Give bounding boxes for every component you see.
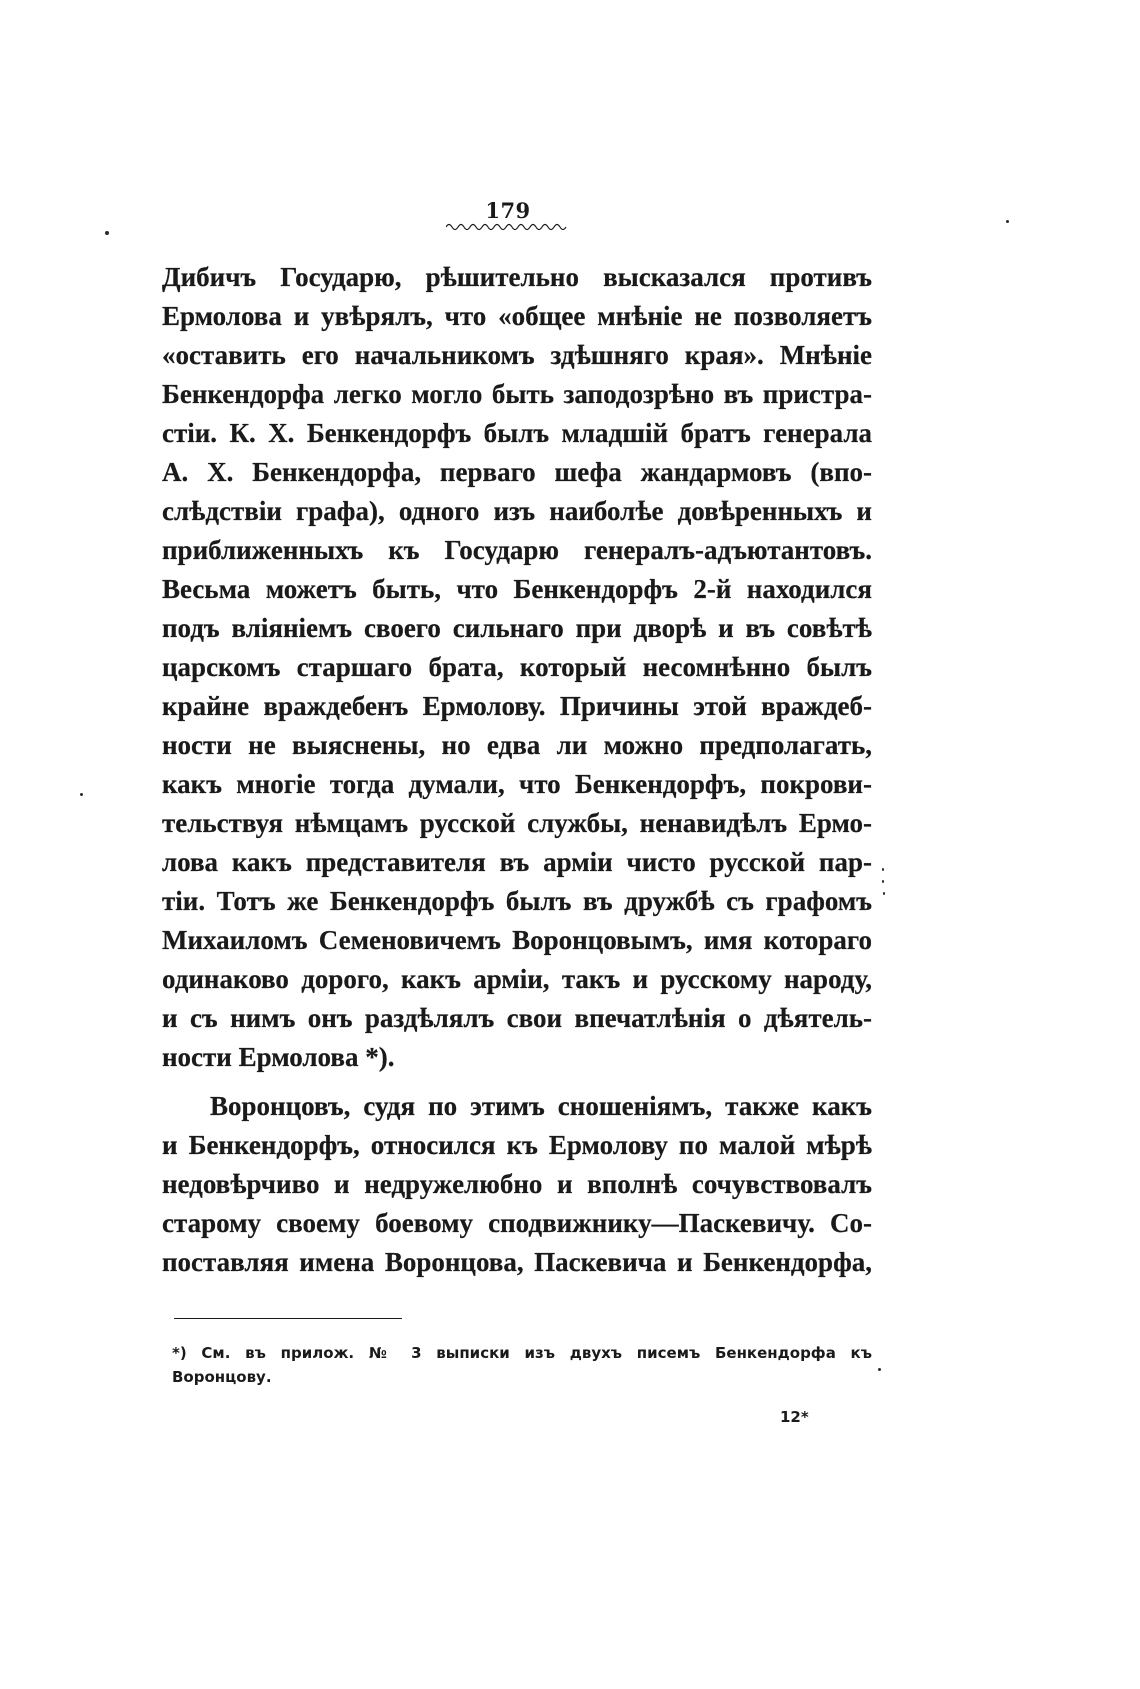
paragraph-first-line: Воронцовъ, судя по этимъ сношеніямъ, также какъ: [210, 1091, 872, 1121]
text-line: царскомъ старшаго брата, который несомнѣнно былъ: [162, 652, 872, 682]
text-line: одинаково дорого, какъ арміи, такъ и русскому народу,: [162, 964, 872, 994]
text-line: тіи. Тотъ же Бенкендорфъ былъ въ дружбѣ съ графомъ: [162, 886, 872, 916]
scan-speck: [882, 880, 884, 883]
text-line: ности Ермолова *).: [162, 1042, 395, 1072]
text-line: недовѣрчиво и недружелюбно и вполнѣ сочувствовалъ: [162, 1169, 872, 1199]
text-line: ности не выяснены, но едва ли можно предполагать,: [162, 730, 872, 760]
text-line: Бенкендорфа легко могло быть заподозрѣно въ пристра-: [162, 379, 872, 409]
text-line: и Бенкендорфъ, относился къ Ермолову по малой мѣрѣ: [162, 1130, 872, 1160]
scan-speck: [883, 892, 885, 895]
page-number-ornament: [446, 222, 570, 232]
text-line: слѣдствіи графа), одного изъ наиболѣе довѣренныхъ и: [162, 496, 872, 526]
text-line: какъ многіе тогда думали, что Бенкендорфъ, покрови-: [162, 769, 872, 799]
text-line: лова какъ представителя въ арміи чисто русской пар-: [162, 847, 872, 877]
footnote-line: *) См. въ прилож. № 3 выписки изъ двухъ писемъ Бенкендорфа къ: [172, 1344, 872, 1362]
text-line: Ермолова и увѣрялъ, что «общее мнѣніе не позволяетъ: [162, 301, 872, 331]
scan-speck: [80, 793, 83, 796]
text-line: «оставить его начальникомъ здѣшняго края». Мнѣніе: [162, 340, 872, 370]
text-line: Михаиломъ Семеновичемъ Воронцовымъ, имя котораго: [162, 925, 872, 955]
text-line: стіи. К. Х. Бенкендорфъ былъ младшій братъ генерала: [162, 418, 872, 448]
page-number: 179: [485, 198, 531, 223]
signature-mark: 12*: [780, 1408, 809, 1426]
scan-speck: [1006, 220, 1009, 223]
footnote-line: Воронцову.: [172, 1368, 272, 1386]
scan-speck: [878, 1368, 881, 1371]
text-line: крайне враждебенъ Ермолову. Причины этой враждеб-: [162, 691, 872, 721]
footnote-divider: [174, 1318, 402, 1319]
text-line: тельствуя нѣмцамъ русской службы, ненавидѣлъ Ермо-: [162, 808, 872, 838]
scan-speck: [105, 231, 109, 235]
text-line: подъ вліяніемъ своего сильнаго при дворѣ и въ совѣтѣ: [162, 613, 872, 643]
text-line: приближенныхъ къ Государю генералъ-адъютантовъ.: [162, 535, 872, 565]
text-line: Весьма можетъ быть, что Бенкендорфъ 2-й находился: [162, 574, 872, 604]
text-line: А. Х. Бенкендорфа, перваго шефа жандармовъ (впо-: [162, 457, 872, 487]
text-line: поставляя имена Воронцова, Паскевича и Бенкендорфа,: [162, 1247, 872, 1277]
scan-speck: [882, 868, 884, 871]
text-line: старому своему боевому сподвижнику—Паскевичу. Со-: [162, 1208, 872, 1238]
text-line: Дибичъ Государю, рѣшительно высказался противъ: [162, 262, 872, 292]
text-line: и съ нимъ онъ раздѣлялъ свои впечатлѣнія о дѣятель-: [162, 1003, 872, 1033]
